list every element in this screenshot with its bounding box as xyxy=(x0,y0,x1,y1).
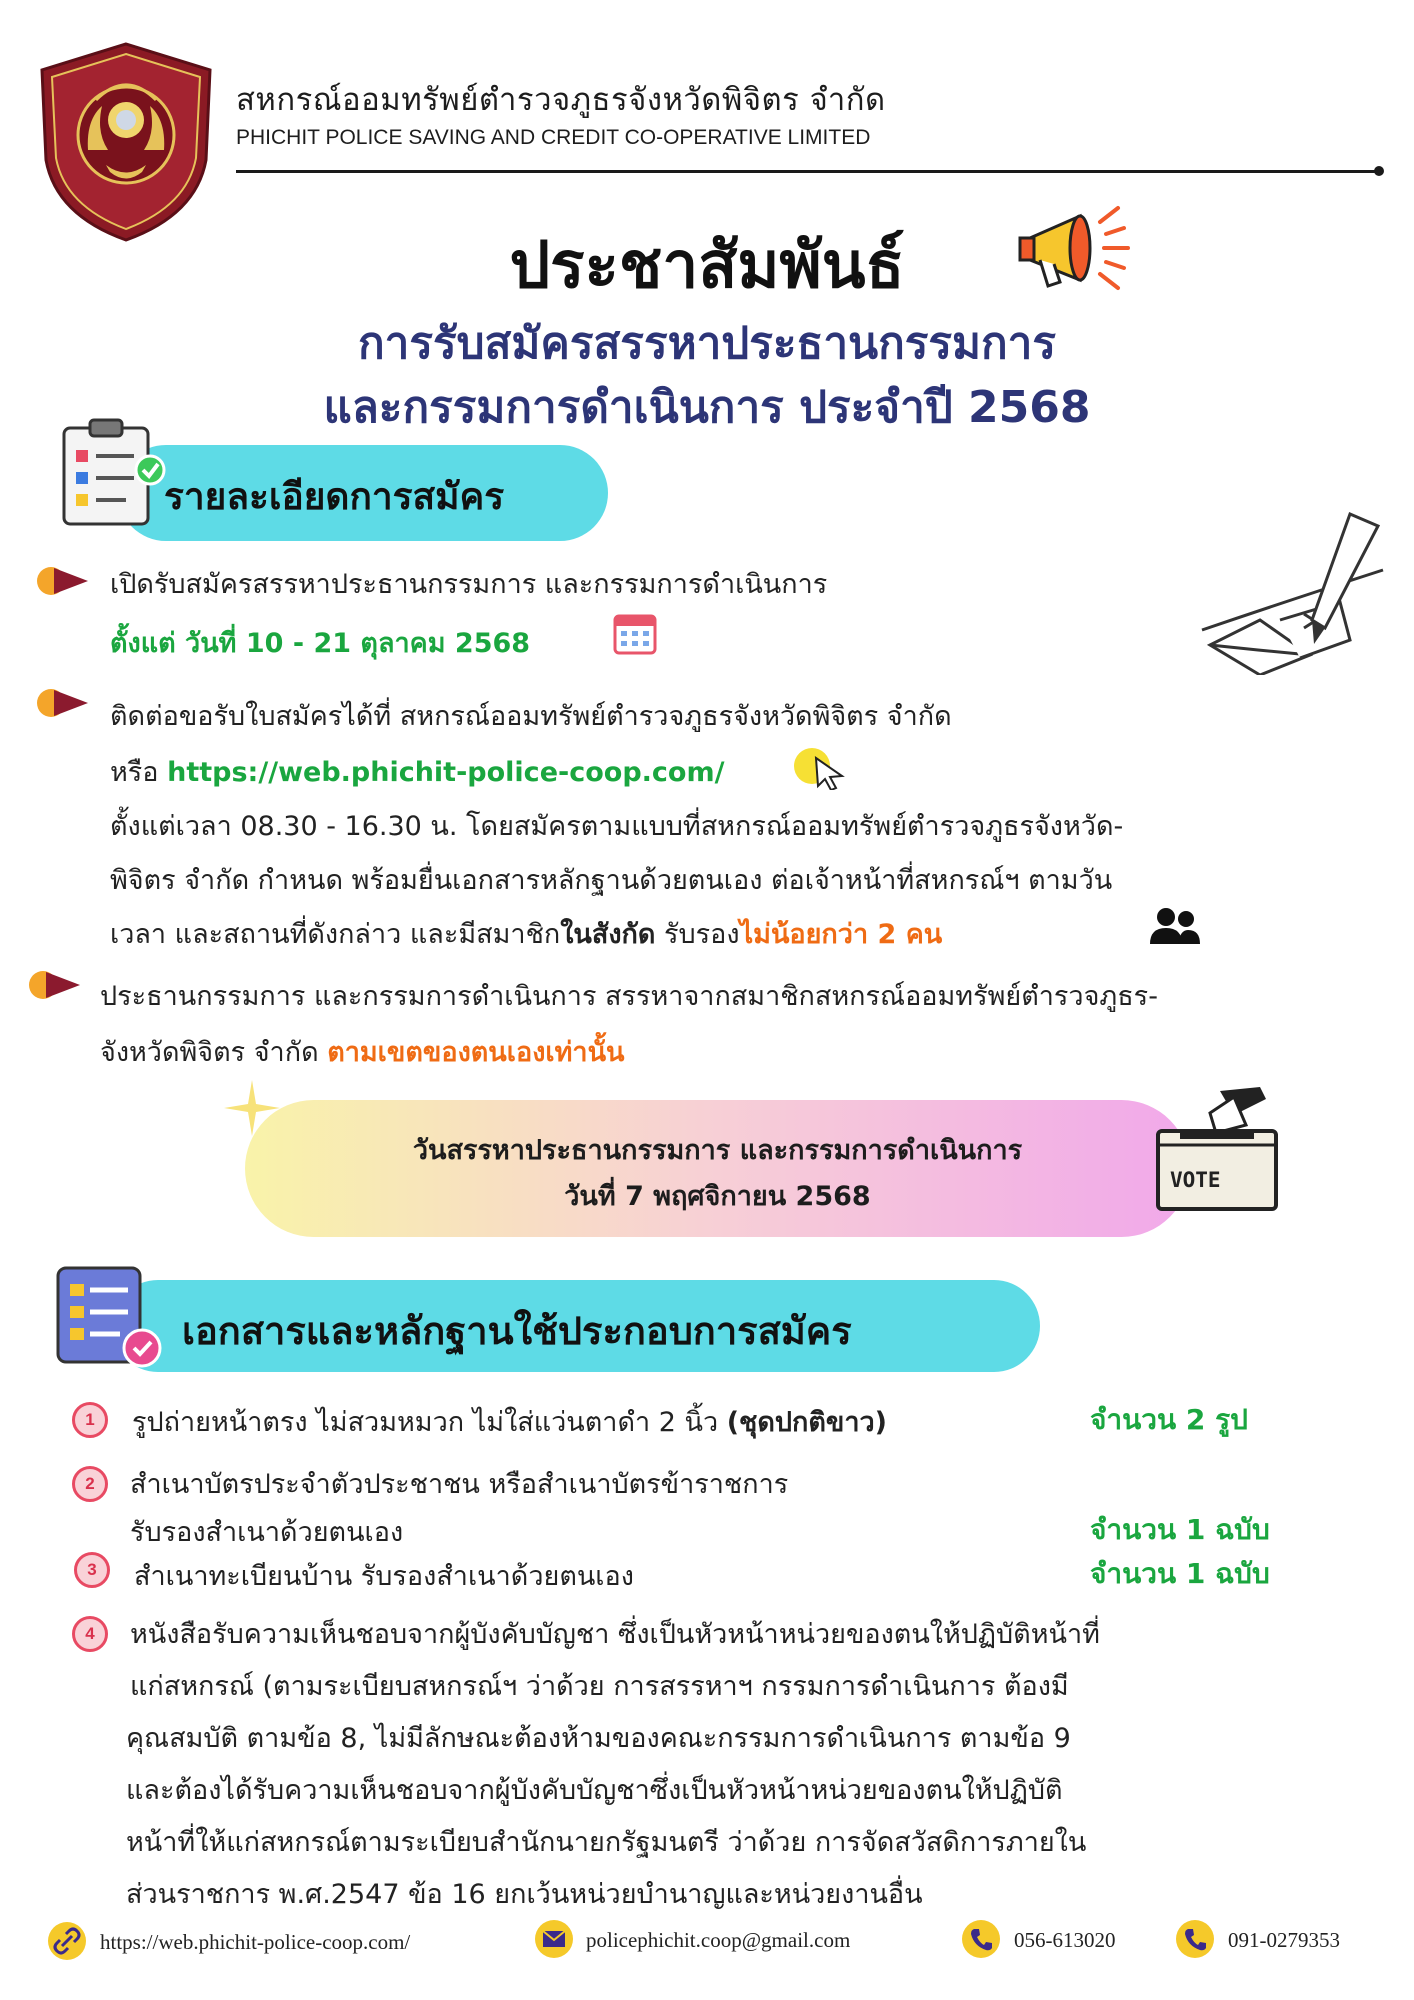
link-icon xyxy=(48,1922,86,1960)
document-checklist-icon xyxy=(50,1262,165,1372)
section-heading-application-details xyxy=(118,445,608,541)
bullet2-line5-c: รับรอง xyxy=(655,919,740,950)
footer-email[interactable]: policephichit.coop@gmail.com xyxy=(586,1928,851,1952)
section-heading-required-documents xyxy=(112,1280,1040,1372)
phone-icon xyxy=(962,1920,1000,1958)
bullet2-line3: ตั้งแต่เวลา 08.30 - 16.30 น. โดยสมัครตามแบบที่สหกรณ์ออมทรัพย์ตำรวจภูธรจังหวัด- xyxy=(110,811,1124,842)
bullet2-line4: พิจิตร จำกัด กำหนด พร้อมยื่นเอกสารหลักฐานด้วยตนเอง ต่อเจ้าหน้าที่สหกรณ์ฯ ตามวัน xyxy=(110,865,1113,896)
page-title: ประชาสัมพันธ์ xyxy=(509,229,905,303)
doc-item-3-count: จำนวน 1 ฉบับ xyxy=(1090,1557,1270,1590)
bullet3-line1: ประธานกรรมการ และกรรมการดำเนินการ สรรหาจากสมาชิกสหกรณ์ออมทรัพย์ตำรวจภูธร- xyxy=(100,981,1158,1012)
header-divider-dot xyxy=(1374,166,1384,176)
calendar-icon xyxy=(612,610,658,656)
doc-item-1 xyxy=(132,1400,887,1443)
doc-item-3: สำเนาทะเบียนบ้าน รับรองสำเนาด้วยตนเอง xyxy=(134,1561,634,1592)
org-name-thai: สหกรณ์ออมทรัพย์ตำรวจภูธรจังหวัดพิจิตร จำกัด xyxy=(236,82,886,118)
phone-icon xyxy=(1176,1920,1214,1958)
megaphone-icon xyxy=(1010,198,1130,298)
doc-item-1-emphasis: (ชุดปกติขาว) xyxy=(726,1407,888,1438)
item-number-badge: 2 xyxy=(72,1466,108,1502)
footer-website[interactable]: https://web.phichit-police-coop.com/ xyxy=(100,1930,411,1954)
ballot-pencil-illustration xyxy=(1200,510,1385,675)
bullet2-line2 xyxy=(110,750,724,793)
bullet2-line1: ติดต่อขอรับใบสมัครได้ที่ สหกรณ์ออมทรัพย์ตำรวจภูธรจังหวัดพิจิตร จำกัด xyxy=(110,701,952,732)
item-number-badge: 4 xyxy=(72,1616,108,1652)
doc-item-1-count: จำนวน 2 รูป xyxy=(1090,1403,1248,1436)
doc-item-2-line2: รับรองสำเนาด้วยตนเอง xyxy=(130,1517,404,1548)
doc-item-4-line1: หนังสือรับความเห็นชอบจากผู้บังคับบัญชา ซึ่งเป็นหัวหน้าหน่วยของตนให้ปฏิบัติหน้าที่ xyxy=(130,1619,1100,1650)
website-link[interactable]: https://web.phichit-police-coop.com/ xyxy=(167,757,725,788)
doc-item-4-line5: หน้าที่ให้แก่สหกรณ์ตามระเบียบสำนักนายกรัฐมนตรี ว่าด้วย การจัดสวัสดิการภายใน xyxy=(126,1827,1087,1858)
org-name-english: PHICHIT POLICE SAVING AND CREDIT CO-OPERATIVE LIMITED xyxy=(236,126,871,149)
subtitle-line-2: และกรรมการดำเนินการ ประจำปี 2568 xyxy=(323,382,1091,433)
bullet2-line5-emphasis: ในสังกัด xyxy=(560,919,656,950)
doc-item-1-text: รูปถ่ายหน้าตรง ไม่สวมหมวก ไม่ใส่แว่นตาดำ 2 นิ้ว xyxy=(132,1407,727,1438)
bullet-arrow-icon xyxy=(28,970,82,1000)
doc-item-4-line3: คุณสมบัติ ตามข้อ 8, ไม่มีลักษณะต้องห้ามของคณะกรรมการดำเนินการ ตามข้อ 9 xyxy=(126,1723,1071,1754)
item-number-badge: 1 xyxy=(72,1402,108,1438)
header-divider xyxy=(236,170,1378,173)
footer-phone-2[interactable]: 091-0279353 xyxy=(1228,1928,1340,1952)
section-heading-label: รายละเอียดการสมัคร xyxy=(164,475,505,518)
bullet3-line2-a: จังหวัดพิจิตร จำกัด xyxy=(100,1037,328,1068)
doc-item-4-line6: ส่วนราชการ พ.ศ.2547 ข้อ 16 ยกเว้นหน่วยบำนาญและหน่วยงานอื่น xyxy=(126,1879,923,1910)
section-heading-label: เอกสารและหลักฐานใช้ประกอบการสมัคร xyxy=(182,1309,852,1353)
bullet2-line2-prefix: หรือ xyxy=(110,757,168,788)
election-day-label: วันสรรหาประธานกรรมการ และกรรมการดำเนินการ xyxy=(412,1135,1023,1166)
doc-item-4-line4: และต้องได้รับความเห็นชอบจากผู้บังคับบัญชาซึ่งเป็นหัวหน้าหน่วยของตนให้ปฏิบัติ xyxy=(126,1775,1063,1806)
subtitle-line-1: การรับสมัครสรรหาประธานกรรมการ xyxy=(357,318,1057,369)
doc-item-2-count: จำนวน 1 ฉบับ xyxy=(1090,1513,1270,1546)
users-icon xyxy=(1148,906,1202,946)
bullet-arrow-icon xyxy=(36,566,90,596)
footer-phone-1[interactable]: 056-613020 xyxy=(1014,1928,1116,1952)
min-members-requirement: ไม่น้อยกว่า 2 คน xyxy=(739,919,943,950)
doc-item-4-line2: แก่สหกรณ์ (ตามระเบียบสหกรณ์ฯ ว่าด้วย การสรรหาฯ กรรมการดำเนินการ ต้องมี xyxy=(130,1671,1069,1702)
bullet2-line5-a: เวลา และสถานที่ดังกล่าว และมีสมาชิก xyxy=(110,919,561,950)
ballot-box-label: VOTE xyxy=(1170,1168,1221,1192)
application-period: ตั้งแต่ วันที่ 10 - 21 ตุลาคม 2568 xyxy=(110,628,531,659)
bullet2-line5 xyxy=(110,912,942,955)
doc-item-2-line1: สำเนาบัตรประจำตัวประชาชน หรือสำเนาบัตรข้าราชการ xyxy=(130,1469,789,1500)
cursor-click-icon xyxy=(790,746,850,790)
envelope-icon xyxy=(535,1920,573,1958)
ballot-box-icon xyxy=(1150,1085,1285,1215)
election-date: วันที่ 7 พฤศจิกายน 2568 xyxy=(564,1181,871,1212)
clipboard-checklist-icon xyxy=(50,410,170,530)
own-area-only-note: ตามเขตของตนเองเท่านั้น xyxy=(327,1037,625,1068)
bullet1-line1: เปิดรับสมัครสรรหาประธานกรรมการ และกรรมการดำเนินการ xyxy=(110,569,828,600)
bullet-arrow-icon xyxy=(36,688,90,718)
bullet3-line2 xyxy=(100,1030,624,1073)
item-number-badge: 3 xyxy=(74,1552,110,1588)
